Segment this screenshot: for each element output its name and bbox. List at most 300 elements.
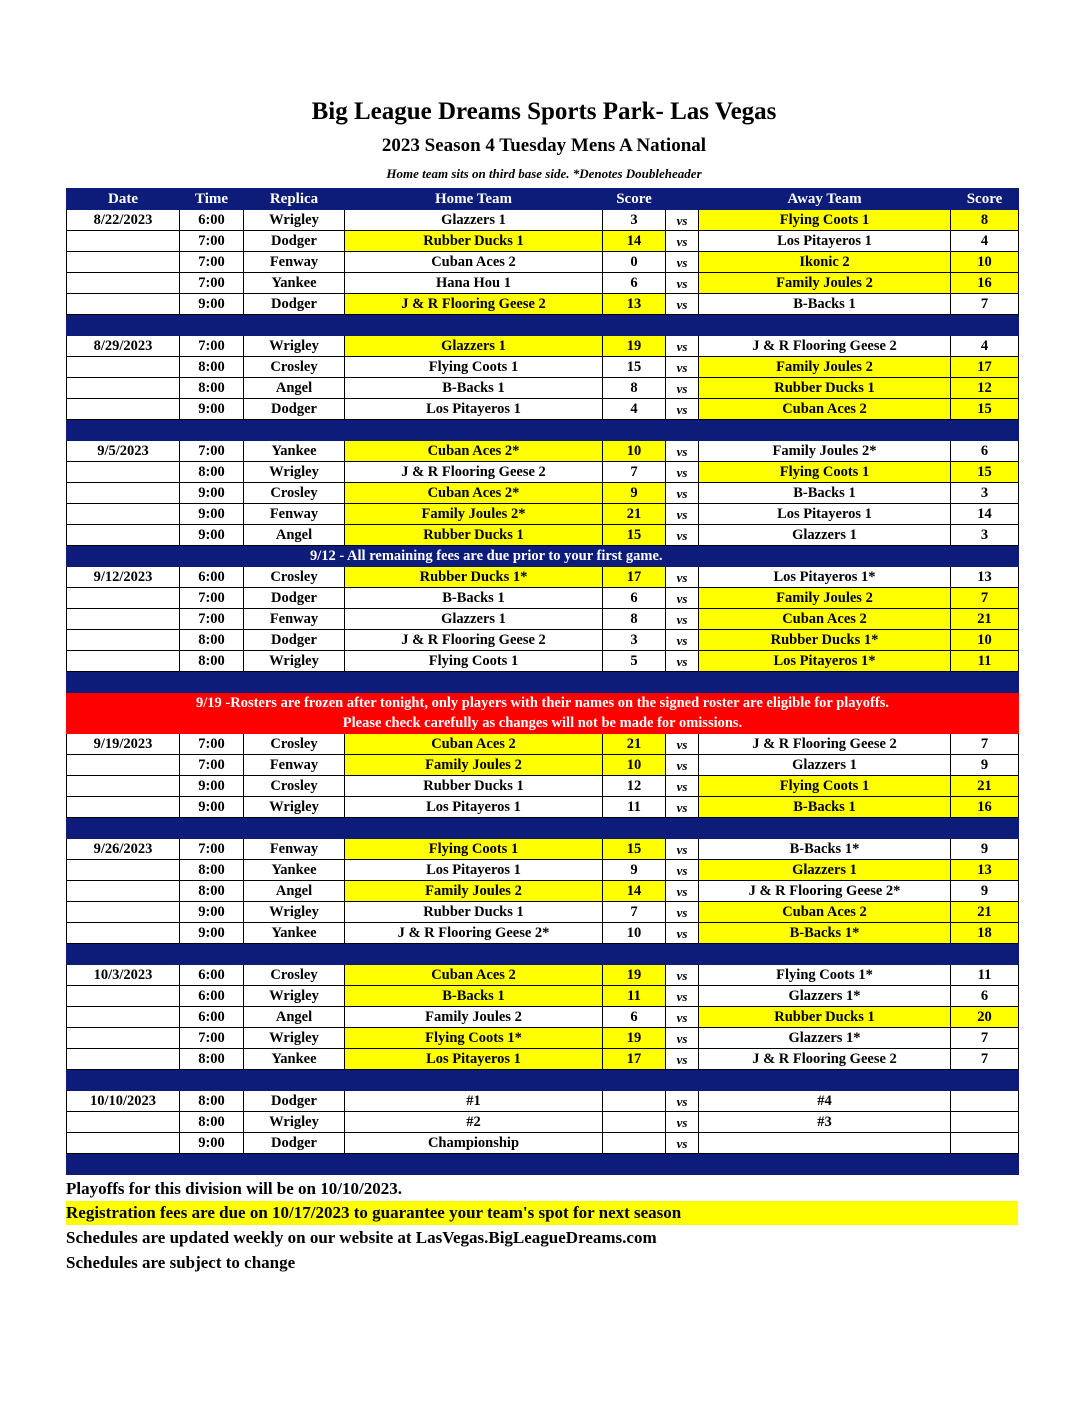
home-score: 0 [603, 252, 666, 273]
week-separator [67, 315, 1019, 336]
separator-cell [345, 672, 603, 693]
away-score: 7 [951, 734, 1019, 755]
away-score [951, 1112, 1019, 1133]
game-time: 9:00 [180, 923, 244, 944]
playoffs-note: Playoffs for this division will be on 10/10/2023. [66, 1179, 402, 1198]
game-replica: Crosley [244, 567, 345, 588]
away-team: Family Joules 2 [699, 273, 951, 294]
game-replica: Wrigley [244, 1028, 345, 1049]
home-team: Flying Coots 1 [345, 651, 603, 672]
vs-label: vs [666, 441, 699, 462]
game-replica: Fenway [244, 839, 345, 860]
vs-label: vs [666, 357, 699, 378]
website-note: Schedules are updated weekly on our website at LasVegas.BigLeagueDreams.com [66, 1228, 657, 1247]
game-time: 8:00 [180, 462, 244, 483]
home-team: #2 [345, 1112, 603, 1133]
separator-cell [244, 315, 345, 336]
away-team: Rubber Ducks 1 [699, 1007, 951, 1028]
game-replica: Angel [244, 525, 345, 546]
game-time: 6:00 [180, 965, 244, 986]
separator-cell [603, 672, 666, 693]
game-replica: Yankee [244, 1049, 345, 1070]
game-time: 9:00 [180, 525, 244, 546]
separator-cell [244, 818, 345, 839]
game-row [67, 231, 1019, 252]
schedule-body [67, 210, 1019, 1175]
home-team: J & R Flooring Geese 2* [345, 923, 603, 944]
vs-label: vs [666, 839, 699, 860]
away-team: Ikonic 2 [699, 252, 951, 273]
game-date [67, 1007, 180, 1028]
game-time: 9:00 [180, 1133, 244, 1154]
game-date [67, 923, 180, 944]
home-score: 15 [603, 525, 666, 546]
home-score: 10 [603, 441, 666, 462]
game-date: 8/29/2023 [67, 336, 180, 357]
game-date [67, 1133, 180, 1154]
game-row [67, 651, 1019, 672]
col-header-date: Date [67, 189, 180, 210]
away-score: 8 [951, 210, 1019, 231]
separator-cell [951, 672, 1019, 693]
away-team: Glazzers 1 [699, 755, 951, 776]
game-replica: Crosley [244, 965, 345, 986]
vs-label: vs [666, 1049, 699, 1070]
separator-cell [345, 818, 603, 839]
game-row [67, 273, 1019, 294]
home-score: 14 [603, 231, 666, 252]
home-score: 8 [603, 378, 666, 399]
game-date [67, 755, 180, 776]
home-score: 6 [603, 588, 666, 609]
away-score: 12 [951, 378, 1019, 399]
game-time: 8:00 [180, 378, 244, 399]
away-score: 21 [951, 609, 1019, 630]
away-score: 4 [951, 336, 1019, 357]
game-date [67, 651, 180, 672]
away-score: 18 [951, 923, 1019, 944]
game-replica: Wrigley [244, 1112, 345, 1133]
game-replica: Yankee [244, 923, 345, 944]
vs-label: vs [666, 525, 699, 546]
home-score: 9 [603, 860, 666, 881]
vs-label: vs [666, 1112, 699, 1133]
game-date [67, 986, 180, 1007]
game-row [67, 336, 1019, 357]
home-score: 11 [603, 986, 666, 1007]
away-team: #4 [699, 1091, 951, 1112]
week-separator [67, 420, 1019, 441]
separator-cell [666, 420, 699, 441]
separator-cell [67, 420, 180, 441]
game-date [67, 252, 180, 273]
separator-cell [951, 944, 1019, 965]
separator-cell [244, 672, 345, 693]
col-header-away-team: Away Team [699, 189, 951, 210]
separator-cell [699, 672, 951, 693]
vs-label: vs [666, 965, 699, 986]
home-score: 14 [603, 881, 666, 902]
home-score: 6 [603, 1007, 666, 1028]
home-score: 15 [603, 839, 666, 860]
away-score: 15 [951, 462, 1019, 483]
game-date [67, 630, 180, 651]
vs-label: vs [666, 294, 699, 315]
game-row [67, 630, 1019, 651]
game-row [67, 294, 1019, 315]
home-score: 10 [603, 923, 666, 944]
home-score: 21 [603, 734, 666, 755]
vs-label: vs [666, 252, 699, 273]
roster-notice-line1: 9/19 -Rosters are frozen after tonight, only players with their names on the signed roster are eligible for playoffs. [196, 695, 889, 711]
away-team: B-Backs 1 [699, 294, 951, 315]
home-score [603, 1112, 666, 1133]
game-time: 7:00 [180, 273, 244, 294]
schedule-note: Home team sits on third base side. *Denotes Doubleheader [386, 166, 702, 181]
game-row [67, 210, 1019, 231]
home-score: 12 [603, 776, 666, 797]
away-score: 7 [951, 294, 1019, 315]
fees-notice: 9/12 - All remaining fees are due prior to your first game. [180, 546, 1019, 567]
game-replica: Yankee [244, 860, 345, 881]
separator-cell [699, 315, 951, 336]
game-row [67, 902, 1019, 923]
col-header-home-score: Score [603, 189, 666, 210]
home-score: 3 [603, 210, 666, 231]
week-separator [67, 1154, 1019, 1175]
game-date [67, 378, 180, 399]
vs-label: vs [666, 776, 699, 797]
vs-label: vs [666, 1133, 699, 1154]
game-replica: Fenway [244, 609, 345, 630]
home-team: Glazzers 1 [345, 210, 603, 231]
home-team: Flying Coots 1* [345, 1028, 603, 1049]
separator-cell [699, 1154, 951, 1175]
separator-cell [666, 818, 699, 839]
separator-cell [180, 1070, 244, 1091]
separator-cell [244, 1154, 345, 1175]
game-time: 7:00 [180, 231, 244, 252]
game-row [67, 755, 1019, 776]
week-separator [67, 1070, 1019, 1091]
vs-label: vs [666, 399, 699, 420]
col-header-away-score: Score [951, 189, 1019, 210]
home-score: 3 [603, 630, 666, 651]
game-row [67, 965, 1019, 986]
game-row [67, 462, 1019, 483]
home-score: 10 [603, 755, 666, 776]
home-team: Cuban Aces 2* [345, 483, 603, 504]
home-team: Glazzers 1 [345, 609, 603, 630]
away-team: Flying Coots 1 [699, 462, 951, 483]
game-row [67, 1028, 1019, 1049]
away-score: 9 [951, 839, 1019, 860]
schedule-table [66, 188, 1019, 1175]
away-team: J & R Flooring Geese 2 [699, 734, 951, 755]
home-team: Cuban Aces 2 [345, 965, 603, 986]
home-team: Championship [345, 1133, 603, 1154]
game-date [67, 881, 180, 902]
away-score: 11 [951, 965, 1019, 986]
game-replica: Wrigley [244, 986, 345, 1007]
game-row [67, 483, 1019, 504]
game-replica: Fenway [244, 755, 345, 776]
home-team: Los Pitayeros 1 [345, 1049, 603, 1070]
game-date [67, 525, 180, 546]
separator-cell [699, 420, 951, 441]
vs-label: vs [666, 1007, 699, 1028]
home-team: Los Pitayeros 1 [345, 399, 603, 420]
away-score: 20 [951, 1007, 1019, 1028]
home-team: Los Pitayeros 1 [345, 860, 603, 881]
home-score: 4 [603, 399, 666, 420]
away-team: J & R Flooring Geese 2 [699, 1049, 951, 1070]
away-score [951, 1091, 1019, 1112]
separator-cell [180, 420, 244, 441]
away-score: 16 [951, 797, 1019, 818]
game-date [67, 860, 180, 881]
game-date [67, 273, 180, 294]
game-replica: Dodger [244, 1133, 345, 1154]
col-header-home-team: Home Team [345, 189, 603, 210]
game-replica: Crosley [244, 734, 345, 755]
separator-cell [699, 1070, 951, 1091]
home-team: Family Joules 2* [345, 504, 603, 525]
game-date: 8/22/2023 [67, 210, 180, 231]
away-team: Glazzers 1* [699, 1028, 951, 1049]
game-date [67, 294, 180, 315]
home-team: J & R Flooring Geese 2 [345, 462, 603, 483]
separator-cell [666, 944, 699, 965]
col-header-replica: Replica [244, 189, 345, 210]
away-score: 7 [951, 588, 1019, 609]
home-team: B-Backs 1 [345, 986, 603, 1007]
separator-cell [345, 944, 603, 965]
registration-note: Registration fees are due on 10/17/2023 to guarantee your team's spot for next season [66, 1201, 1018, 1225]
away-score: 15 [951, 399, 1019, 420]
game-replica: Angel [244, 1007, 345, 1028]
game-time: 9:00 [180, 294, 244, 315]
game-replica: Angel [244, 378, 345, 399]
home-team: Cuban Aces 2 [345, 734, 603, 755]
home-score: 21 [603, 504, 666, 525]
game-replica: Wrigley [244, 902, 345, 923]
away-team: J & R Flooring Geese 2 [699, 336, 951, 357]
game-time: 7:00 [180, 252, 244, 273]
game-time: 9:00 [180, 399, 244, 420]
game-replica: Dodger [244, 231, 345, 252]
home-team: Rubber Ducks 1 [345, 525, 603, 546]
game-row [67, 399, 1019, 420]
vs-label: vs [666, 567, 699, 588]
away-team: Glazzers 1 [699, 525, 951, 546]
game-date [67, 1028, 180, 1049]
home-team: B-Backs 1 [345, 588, 603, 609]
game-row [67, 986, 1019, 1007]
game-date: 10/10/2023 [67, 1091, 180, 1112]
vs-label: vs [666, 881, 699, 902]
home-team: Family Joules 2 [345, 755, 603, 776]
away-team: Flying Coots 1* [699, 965, 951, 986]
game-replica: Dodger [244, 1091, 345, 1112]
vs-label: vs [666, 483, 699, 504]
page-subtitle: 2023 Season 4 Tuesday Mens A National [381, 135, 707, 156]
away-team: B-Backs 1* [699, 923, 951, 944]
away-score: 9 [951, 881, 1019, 902]
away-team: Los Pitayeros 1 [699, 231, 951, 252]
game-time: 7:00 [180, 588, 244, 609]
game-replica: Crosley [244, 357, 345, 378]
week-separator [67, 944, 1019, 965]
separator-cell [180, 1154, 244, 1175]
game-time: 9:00 [180, 483, 244, 504]
game-date [67, 357, 180, 378]
game-time: 7:00 [180, 734, 244, 755]
game-date [67, 1112, 180, 1133]
game-row [67, 839, 1019, 860]
separator-cell [666, 1154, 699, 1175]
game-date [67, 609, 180, 630]
game-time: 9:00 [180, 902, 244, 923]
home-score [603, 1091, 666, 1112]
separator-cell [951, 1070, 1019, 1091]
game-date [67, 399, 180, 420]
game-row [67, 923, 1019, 944]
away-score: 17 [951, 357, 1019, 378]
separator-cell [699, 944, 951, 965]
home-team: #1 [345, 1091, 603, 1112]
game-replica: Wrigley [244, 462, 345, 483]
separator-cell [244, 1070, 345, 1091]
home-score: 17 [603, 1049, 666, 1070]
game-replica: Wrigley [244, 336, 345, 357]
game-replica: Dodger [244, 588, 345, 609]
vs-label: vs [666, 797, 699, 818]
away-team: Family Joules 2 [699, 357, 951, 378]
separator-cell [180, 672, 244, 693]
away-score: 13 [951, 860, 1019, 881]
away-team: Los Pitayeros 1* [699, 567, 951, 588]
roster-notice-line2: Please check carefully as changes will not be made for omissions. [342, 715, 743, 731]
game-date [67, 1049, 180, 1070]
home-team: Los Pitayeros 1 [345, 797, 603, 818]
game-row [67, 1133, 1019, 1154]
game-row [67, 567, 1019, 588]
away-team: Cuban Aces 2 [699, 902, 951, 923]
game-row [67, 797, 1019, 818]
separator-cell [603, 420, 666, 441]
home-score: 5 [603, 651, 666, 672]
separator-cell [67, 818, 180, 839]
away-team: Cuban Aces 2 [699, 399, 951, 420]
away-score: 10 [951, 252, 1019, 273]
week-separator [67, 672, 1019, 693]
game-replica: Fenway [244, 252, 345, 273]
game-row [67, 609, 1019, 630]
away-team: Glazzers 1 [699, 860, 951, 881]
game-row [67, 252, 1019, 273]
separator-cell [666, 1070, 699, 1091]
home-team: Cuban Aces 2* [345, 441, 603, 462]
separator-cell [67, 1070, 180, 1091]
game-date: 9/5/2023 [67, 441, 180, 462]
game-row [67, 734, 1019, 755]
separator-cell [666, 315, 699, 336]
away-team [699, 1133, 951, 1154]
vs-label: vs [666, 651, 699, 672]
separator-cell [345, 1070, 603, 1091]
game-row [67, 1007, 1019, 1028]
page-title: Big League Dreams Sports Park- Las Vegas [311, 98, 777, 125]
game-time: 7:00 [180, 839, 244, 860]
col-header-time: Time [180, 189, 244, 210]
game-date [67, 588, 180, 609]
fees-notice-row [67, 546, 1019, 567]
separator-cell [345, 420, 603, 441]
game-time: 6:00 [180, 567, 244, 588]
away-team: Los Pitayeros 1* [699, 651, 951, 672]
separator-cell [67, 315, 180, 336]
away-score: 14 [951, 504, 1019, 525]
home-score: 7 [603, 462, 666, 483]
game-date [67, 231, 180, 252]
vs-label: vs [666, 1028, 699, 1049]
game-time: 8:00 [180, 1112, 244, 1133]
home-score: 7 [603, 902, 666, 923]
game-date [67, 462, 180, 483]
home-team: J & R Flooring Geese 2 [345, 294, 603, 315]
home-team: Flying Coots 1 [345, 839, 603, 860]
game-time: 8:00 [180, 1091, 244, 1112]
game-time: 8:00 [180, 630, 244, 651]
game-time: 6:00 [180, 210, 244, 231]
away-score: 3 [951, 525, 1019, 546]
separator-cell [603, 315, 666, 336]
separator-cell [666, 672, 699, 693]
game-time: 9:00 [180, 776, 244, 797]
away-team: Family Joules 2 [699, 588, 951, 609]
game-time: 7:00 [180, 441, 244, 462]
away-score: 7 [951, 1028, 1019, 1049]
vs-label: vs [666, 986, 699, 1007]
separator-cell [603, 944, 666, 965]
game-replica: Yankee [244, 273, 345, 294]
game-replica: Dodger [244, 399, 345, 420]
game-time: 7:00 [180, 609, 244, 630]
away-team: B-Backs 1 [699, 483, 951, 504]
game-time: 8:00 [180, 357, 244, 378]
away-score: 13 [951, 567, 1019, 588]
game-row [67, 860, 1019, 881]
vs-label: vs [666, 210, 699, 231]
game-replica: Wrigley [244, 651, 345, 672]
separator-cell [951, 818, 1019, 839]
vs-label: vs [666, 923, 699, 944]
separator-cell [244, 420, 345, 441]
vs-label: vs [666, 860, 699, 881]
game-time: 8:00 [180, 1049, 244, 1070]
game-row [67, 1112, 1019, 1133]
separator-cell [603, 818, 666, 839]
vs-label: vs [666, 734, 699, 755]
game-row [67, 881, 1019, 902]
game-replica: Crosley [244, 483, 345, 504]
home-team: Rubber Ducks 1 [345, 776, 603, 797]
separator-cell [951, 1154, 1019, 1175]
vs-label: vs [666, 1091, 699, 1112]
away-score: 9 [951, 755, 1019, 776]
vs-label: vs [666, 588, 699, 609]
